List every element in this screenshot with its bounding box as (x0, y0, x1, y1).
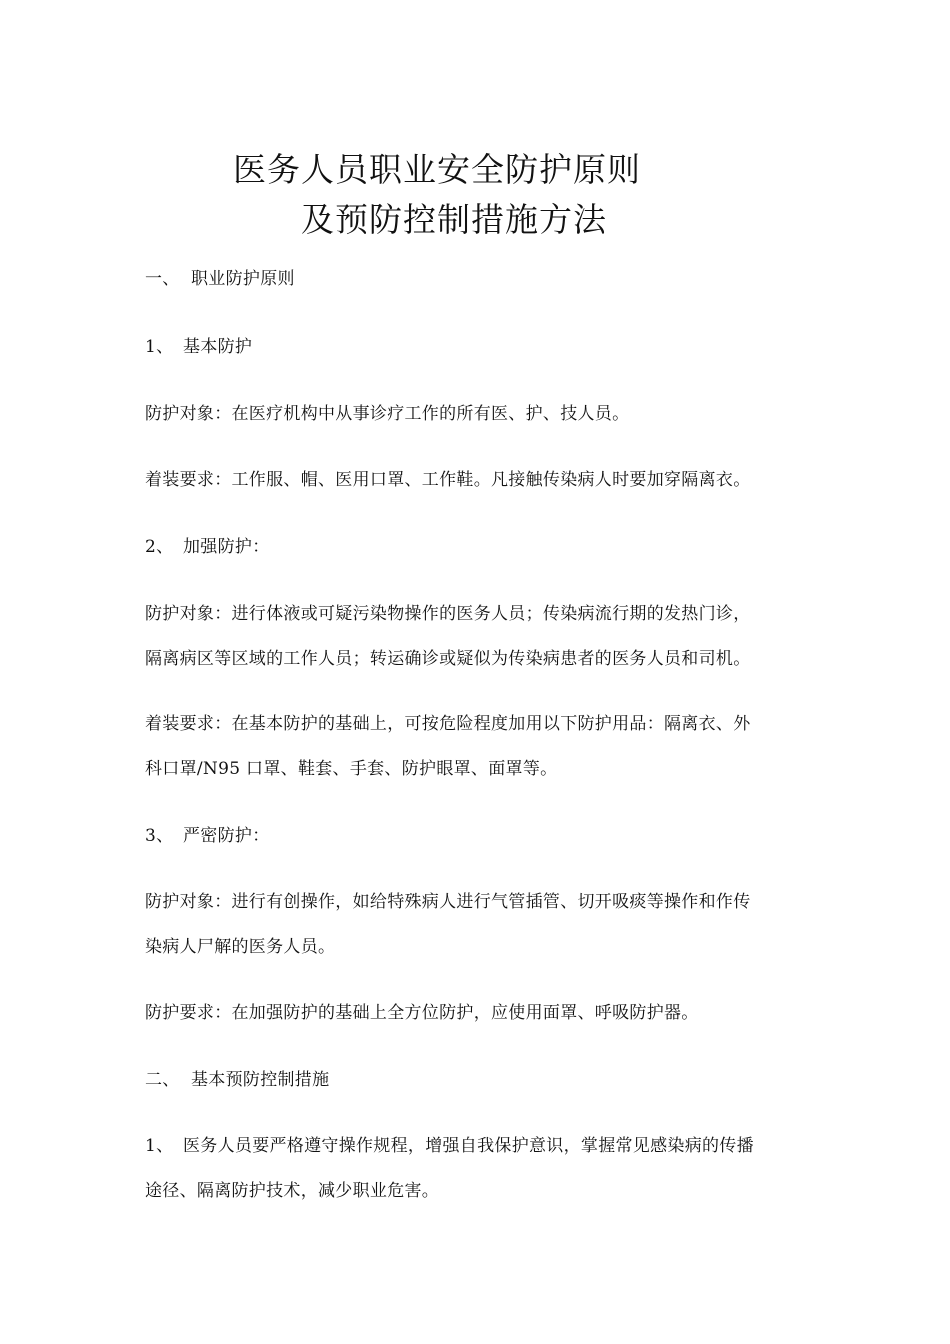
subsection-heading-2 (145, 535, 270, 559)
paragraph-line: 防护对象：进行体液或可疑污染物操作的医务人员；传染病流行期的发热门诊， (145, 604, 751, 624)
subsection-heading-3 (145, 824, 270, 848)
section-title: 基本预防控制措施 (191, 1070, 330, 1090)
subsection-number: 3、 (145, 826, 174, 846)
subsection-title: 加强防护： (183, 537, 270, 557)
section-title: 职业防护原则 (191, 269, 295, 289)
subsection-number: 2、 (145, 537, 174, 557)
paragraph-line: 医务人员要严格遵守操作规程，增强自我保护意识，掌握常见感染病的传播 (183, 1136, 754, 1156)
paragraph-line: 途径、隔离防护技术，减少职业危害。 (145, 1181, 440, 1201)
paragraph-line: 科口罩/N95 口罩、鞋套、手套、防护眼罩、面罩等。 (145, 759, 558, 779)
paragraph-line: 隔离病区等区域的工作人员；转运确诊或疑似为传染病患者的医务人员和司机。 (145, 649, 751, 669)
document-title-line-1: 医务人员职业安全防护原则 (233, 150, 641, 189)
section-heading-2 (145, 1068, 329, 1092)
paragraph-line: 防护对象：进行有创操作，如给特殊病人进行气管插管、切开吸痰等操作和作传 (145, 892, 751, 912)
paragraph-line: 防护对象：在医疗机构中从事诊疗工作的所有医、护、技人员。 (145, 404, 630, 424)
subsection-heading-1 (145, 335, 252, 359)
numbered-paragraph-1 (145, 1134, 754, 1158)
paragraph-line: 着装要求：工作服、帽、医用口罩、工作鞋。凡接触传染病人时要加穿隔离衣。 (145, 470, 751, 490)
item-number: 1、 (145, 1136, 174, 1156)
section-number: 一、 (145, 269, 180, 289)
paragraph-line: 防护要求：在加强防护的基础上全方位防护，应使用面罩、呼吸防护器。 (145, 1003, 699, 1023)
section-number: 二、 (145, 1070, 180, 1090)
subsection-number: 1、 (145, 337, 174, 357)
paragraph-line: 着装要求：在基本防护的基础上，可按危险程度加用以下防护用品：隔离衣、外 (145, 714, 751, 734)
subsection-title: 严密防护： (183, 826, 270, 846)
section-heading-1 (145, 267, 295, 291)
paragraph-line: 染病人尸解的医务人员。 (145, 937, 336, 957)
document-title-line-2: 及预防控制措施方法 (301, 200, 607, 239)
subsection-title: 基本防护 (183, 337, 253, 357)
